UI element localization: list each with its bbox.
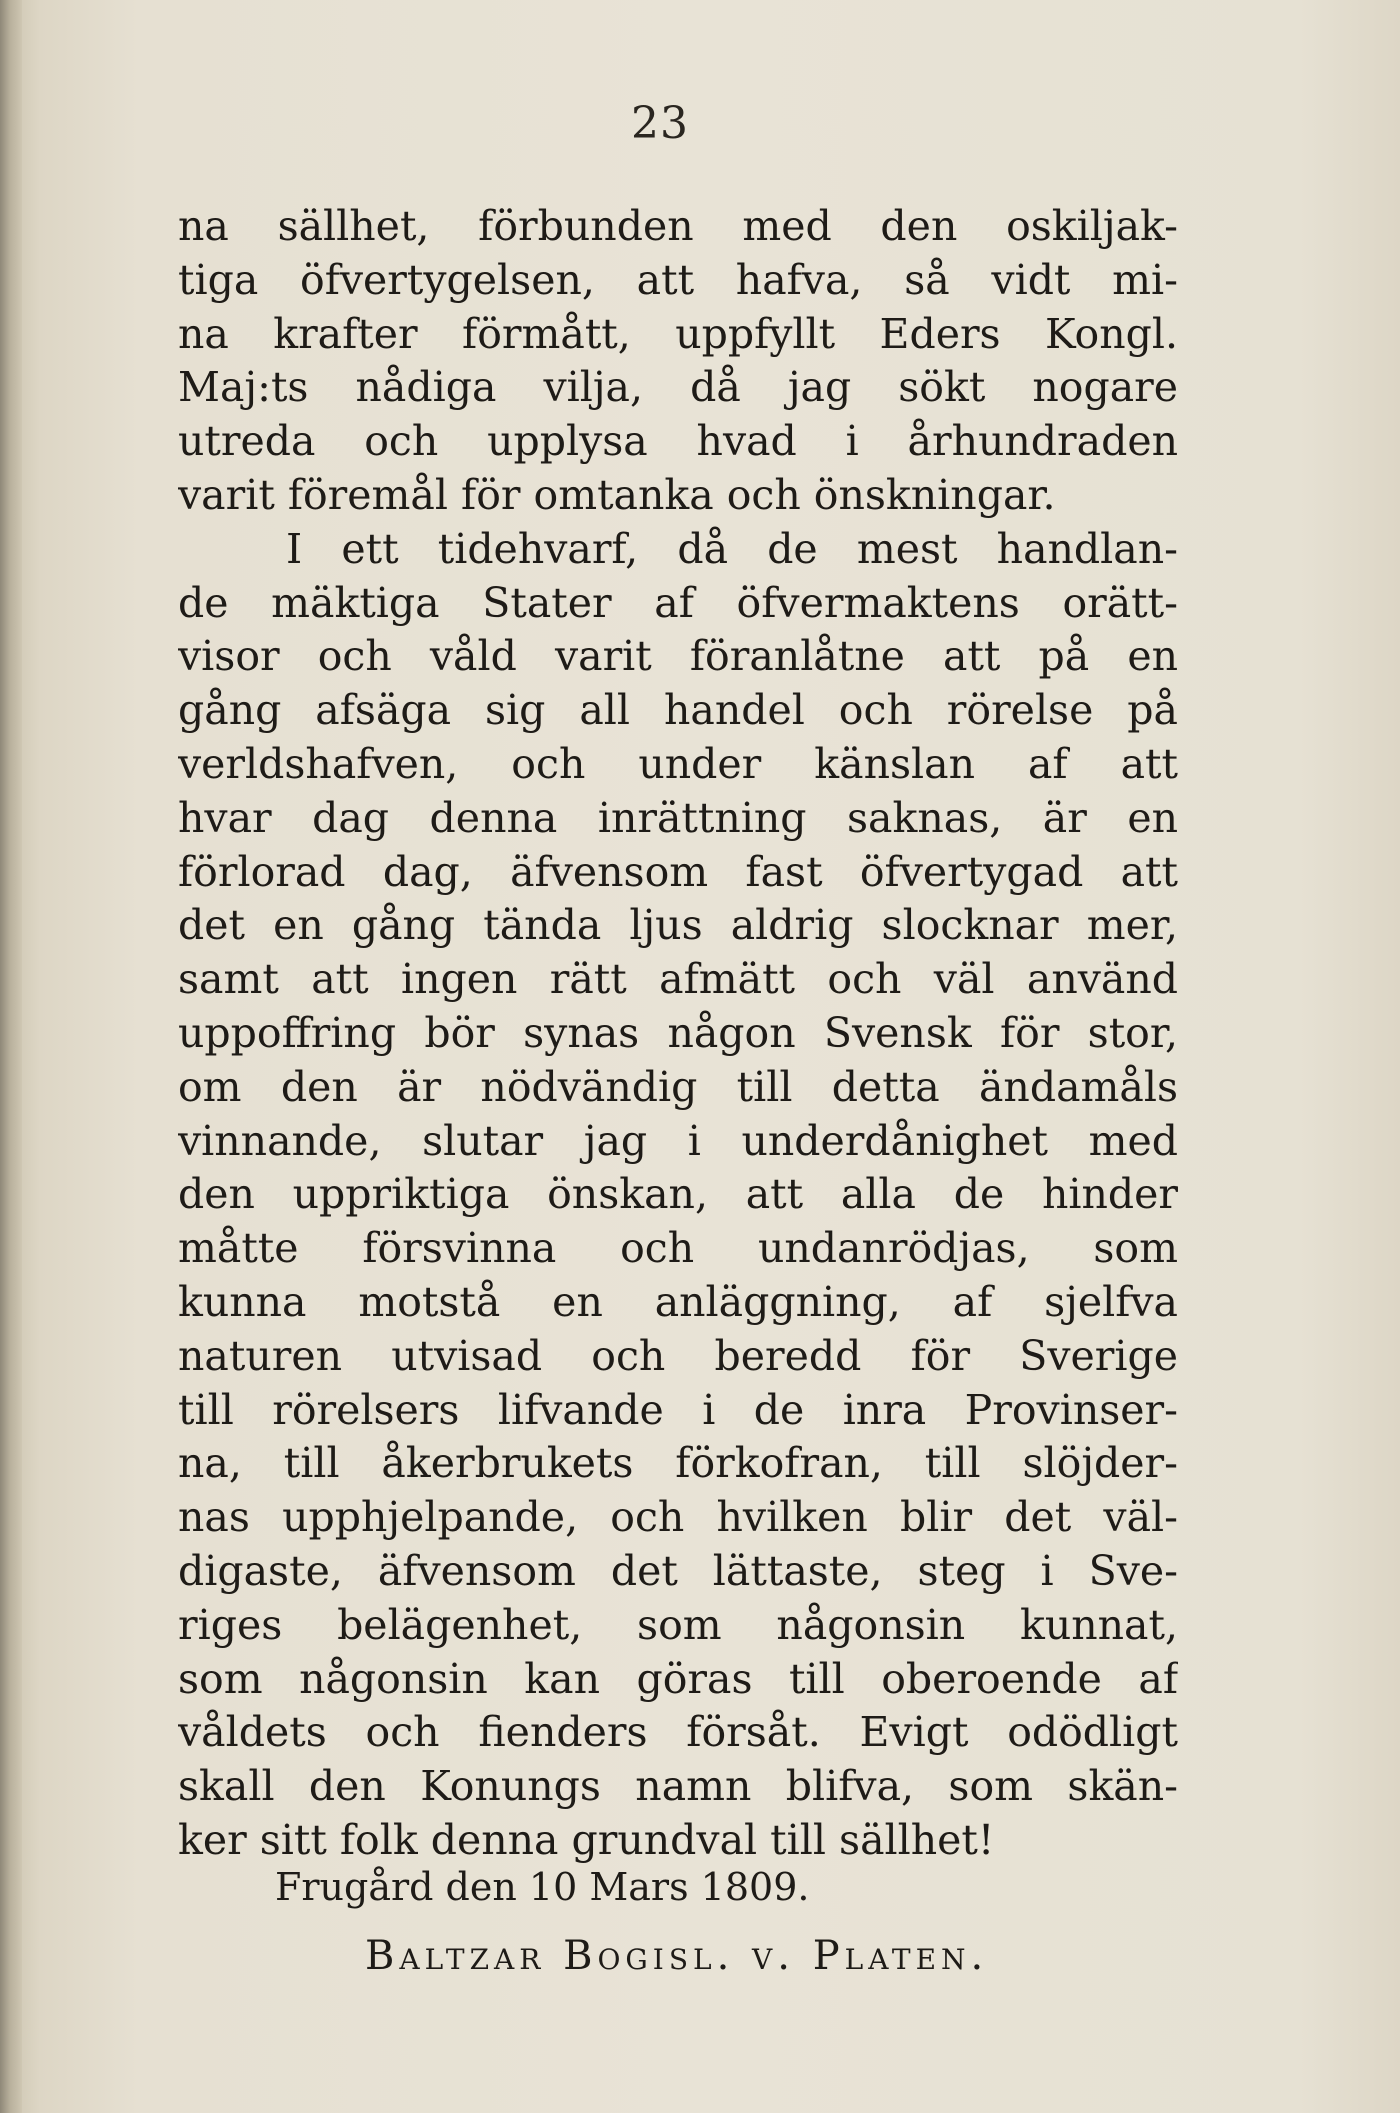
text-line: uppoffring bör synas någon Svensk för stor, xyxy=(178,1008,1178,1057)
text-line: na, till åkerbrukets förkofran, till slöjder- xyxy=(178,1439,1178,1488)
text-line: till rörelsers lifvande i de inra Provinser- xyxy=(178,1385,1178,1434)
text-line: na krafter förmått, uppfyllt Eders Kongl. xyxy=(178,309,1178,358)
text-line: nas upphjelpande, och hvilken blir det väl- xyxy=(178,1493,1178,1542)
text-line: ker sitt folk denna grundval till sällhet! xyxy=(178,1815,995,1864)
signature: Baltzar Bogisl. v. Platen. xyxy=(365,1933,989,1979)
text-line: tiga öfvertygelsen, att hafva, så vidt mi- xyxy=(178,255,1178,304)
text-line: riges belägenhet, som någonsin kunnat, xyxy=(178,1600,1178,1649)
dateline: Frugård den 10 Mars 1809. xyxy=(275,1865,810,1909)
text-line: som någonsin kan göras till oberoende af xyxy=(178,1654,1178,1703)
text-line: hvar dag denna inrättning saknas, är en xyxy=(178,793,1178,842)
text-line: Maj:ts nådiga vilja, då jag sökt nogare xyxy=(178,363,1178,412)
text-line: verldshafven, och under känslan af att xyxy=(178,739,1178,788)
text-line: utreda och upplysa hvad i århundraden xyxy=(178,417,1178,466)
text-line: samt att ingen rätt afmätt och väl använd xyxy=(178,955,1178,1004)
text-line: den uppriktiga önskan, att alla de hinder xyxy=(178,1170,1178,1219)
body-text xyxy=(178,200,1178,1868)
text-line: skall den Konungs namn blifva, som skän- xyxy=(178,1762,1178,1811)
page-number: 23 xyxy=(631,98,689,149)
binding-edge xyxy=(0,0,22,2113)
text-line: de mäktiga Stater af öfvermaktens orätt- xyxy=(178,578,1178,627)
text-line: våldets och fienders försåt. Evigt odödligt xyxy=(178,1708,1178,1757)
text-line: om den är nödvändig till detta ändamåls xyxy=(178,1062,1178,1111)
text-line: digaste, äfvensom det lättaste, steg i Sve- xyxy=(178,1546,1178,1595)
text-line: gång afsäga sig all handel och rörelse på xyxy=(178,686,1178,735)
text-line: visor och våld varit föranlåtne att på en xyxy=(178,632,1178,681)
text-line: kunna motstå en anläggning, af sjelfva xyxy=(178,1277,1178,1326)
text-line: måtte försvinna och undanrödjas, som xyxy=(178,1224,1178,1273)
text-line: vinnande, slutar jag i underdånighet med xyxy=(178,1116,1178,1165)
text-line: varit föremål för omtanka och önskningar. xyxy=(178,470,1056,519)
text-line: na sällhet, förbunden med den oskiljak- xyxy=(178,202,1178,250)
text-line: förlorad dag, äfvensom fast öfvertygad att xyxy=(178,847,1178,896)
text-line: naturen utvisad och beredd för Sverige xyxy=(178,1331,1178,1380)
text-line: det en gång tända ljus aldrig slocknar mer, xyxy=(178,901,1178,950)
text-line: I ett tidehvarf, då de mest handlan- xyxy=(286,524,1178,573)
